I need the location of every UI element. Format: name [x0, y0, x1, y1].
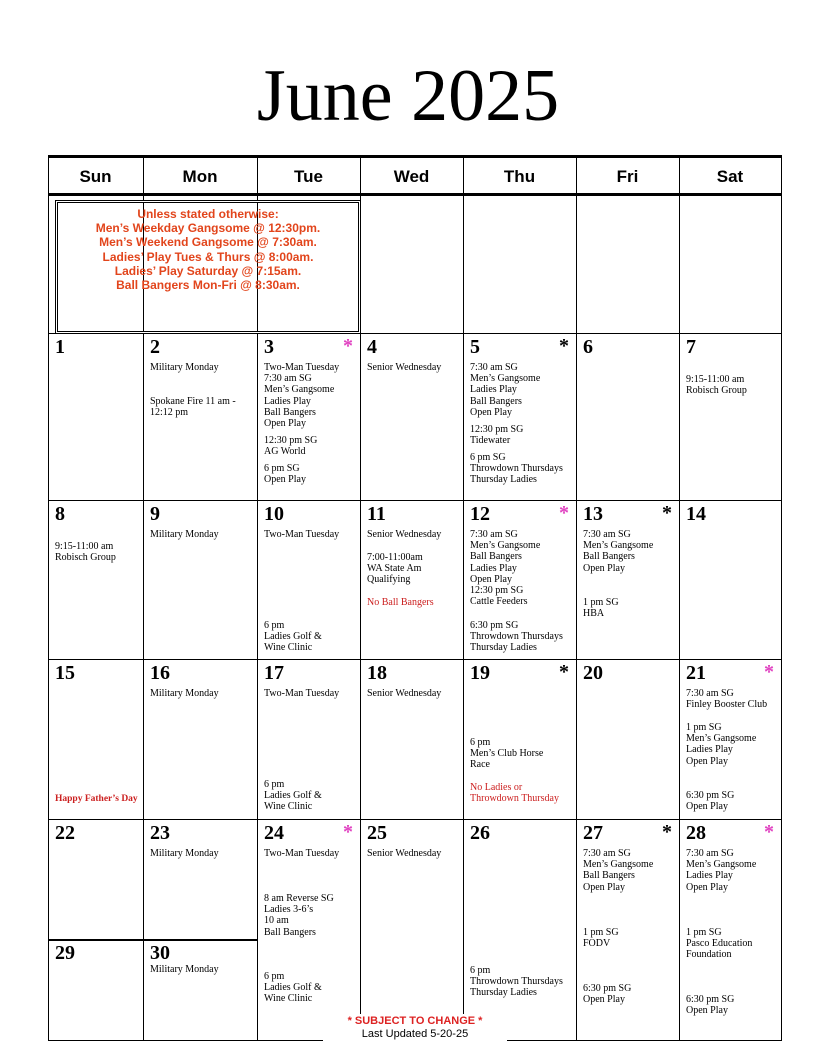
day-cell-21[interactable] [679, 659, 781, 819]
day-cell-22[interactable] [48, 819, 143, 939]
event-text: 1 pm SG Men’s Gangsome Ladies Play Open Play [686, 722, 757, 767]
day-cell-11[interactable] [360, 500, 463, 659]
day-number: 20 [583, 662, 603, 684]
day-number: 12 [470, 503, 490, 525]
note-line: Men’s Weekday Gangsome @ 12:30pm. [95, 221, 321, 236]
asterisk-marker: * [343, 821, 353, 843]
weekday-sun: Sun [79, 166, 112, 186]
default-times-box [57, 202, 359, 332]
day-number: 17 [264, 662, 284, 684]
day-cell-9[interactable] [143, 500, 257, 659]
day-cell-1[interactable] [48, 333, 143, 500]
event-text: 6 pm Ladies Golf & Wine Clinic [264, 620, 322, 654]
event-text: Spokane Fire 11 am - 12:12 pm [150, 396, 236, 419]
event-text: 6 pm Ladies Golf & Wine Clinic [264, 779, 322, 813]
day-cell-27[interactable] [576, 819, 679, 1040]
event-text: 1 pm SG Pasco Education Foundation [686, 927, 753, 961]
last-updated-text: Last Updated 5-20-25 [361, 1028, 469, 1040]
event-text: 7:30 am SG Men’s Gangsome Ladies Play Open Play [686, 848, 757, 893]
event-text: 6:30 pm SG Throwdown Thursdays Thursday Ladies [470, 620, 563, 654]
day-cell-5[interactable] [463, 333, 576, 500]
event-text: Senior Wednesday [367, 688, 442, 699]
event-text: 8 am Reverse SG Ladies 3-6’s 10 am Ball Bangers [264, 893, 334, 938]
event-text: 9:15-11:00 am Robisch Group [55, 541, 116, 564]
day-number: 18 [367, 662, 387, 684]
note-line: Ball Bangers Mon-Fri @ 8:30am. [116, 278, 300, 293]
asterisk-marker: * [764, 821, 774, 843]
event-text: Two-Man Tuesday [264, 529, 340, 540]
day-number: 2 [150, 336, 160, 358]
day-cell-2[interactable] [143, 333, 257, 500]
day-number: 6 [583, 336, 593, 358]
event-text: Military Monday [150, 362, 219, 373]
day-cell-14[interactable] [679, 500, 781, 659]
event-text: 6 pm SG Open Play [264, 463, 306, 486]
day-cell-30[interactable] [143, 939, 257, 1040]
asterisk-marker: * [559, 661, 569, 683]
event-text: Two-Man Tuesday [264, 848, 340, 859]
event-text: 7:30 am SG Men’s Gangsome Ball Bangers Open Play [583, 848, 654, 893]
day-number: 5 [470, 336, 480, 358]
day-cell-28[interactable] [679, 819, 781, 1040]
day-cell-7[interactable] [679, 333, 781, 500]
day-number: 11 [367, 503, 386, 525]
asterisk-marker: * [559, 335, 569, 357]
day-cell-18[interactable] [360, 659, 463, 819]
event-text: Military Monday [150, 964, 219, 975]
day-number: 1 [55, 336, 65, 358]
day-number: 14 [686, 503, 706, 525]
event-text: 6:30 pm SG Open Play [686, 790, 735, 813]
calendar-grid [48, 155, 782, 1041]
day-number: 23 [150, 822, 170, 844]
note-line: Men’s Weekend Gangsome @ 7:30am. [99, 235, 317, 250]
event-text: Military Monday [150, 529, 219, 540]
note-line: Ladies’ Play Saturday @ 7:15am. [114, 263, 302, 278]
day-cell-26[interactable] [463, 819, 576, 1040]
asterisk-marker: * [662, 821, 672, 843]
event-text: 7:30 am SG Finley Booster Club [686, 688, 768, 711]
day-number: 22 [55, 822, 75, 844]
weekday-fri: Fri [616, 166, 639, 186]
day-cell-29[interactable] [48, 939, 143, 1040]
event-text: 7:30 am SG Men’s Gangsome Ladies Play Ball Bangers Open Play [470, 362, 541, 418]
note-line: Unless stated otherwise: [137, 207, 279, 221]
day-number: 16 [150, 662, 170, 684]
day-number: 19 [470, 662, 490, 684]
event-text: 1 pm SG HBA [583, 597, 619, 620]
event-text: Senior Wednesday [367, 529, 442, 540]
day-cell-4[interactable] [360, 333, 463, 500]
event-text: 7:00-11:00am WA State Am Qualifying [367, 552, 423, 586]
day-cell-17[interactable] [257, 659, 360, 819]
event-text: Military Monday [150, 848, 219, 859]
day-cell-12[interactable] [463, 500, 576, 659]
day-number: 25 [367, 822, 387, 844]
asterisk-marker: * [559, 502, 569, 524]
col-divider [781, 155, 782, 1041]
weekday-thu: Thu [503, 166, 536, 186]
event-text: 6:30 pm SG Open Play [583, 983, 632, 1006]
day-number: 10 [264, 503, 284, 525]
event-text: 6 pm Ladies Golf & Wine Clinic [264, 971, 322, 1005]
weekday-tue: Tue [294, 166, 323, 186]
day-number: 29 [55, 942, 75, 964]
day-number: 7 [686, 336, 696, 358]
day-number: 3 [264, 336, 274, 358]
day-cell-20[interactable] [576, 659, 679, 819]
day-cell-23[interactable] [143, 819, 257, 939]
event-text: 7:30 am SG Men’s Gangsome Ball Bangers Ladies Play Open Play 12:30 pm SG Cattle Feeders [470, 529, 541, 608]
weekday-mon: Mon [182, 166, 218, 186]
day-cell-6[interactable] [576, 333, 679, 500]
asterisk-marker: * [343, 335, 353, 357]
day-number: 15 [55, 662, 75, 684]
event-text: 6 pm SG Throwdown Thursdays Thursday Ladies [470, 452, 563, 486]
event-text-red: Happy Father’s Day [55, 794, 138, 804]
event-text: 6:30 pm SG Open Play [686, 994, 735, 1017]
day-number: 30 [150, 942, 170, 964]
day-number: 21 [686, 662, 706, 684]
event-text-red: No Ladies or Throwdown Thursday [470, 782, 559, 805]
weekday-wed: Wed [393, 166, 430, 186]
asterisk-marker: * [764, 661, 774, 683]
footer-notice [323, 1014, 507, 1044]
day-number: 26 [470, 822, 490, 844]
event-text: 6 pm Throwdown Thursdays Thursday Ladies [470, 965, 563, 999]
event-text: 7:30 am SG Men’s Gangsome Ball Bangers Open Play [583, 529, 654, 574]
day-cell-16[interactable] [143, 659, 257, 819]
event-text: 9:15-11:00 am Robisch Group [686, 374, 747, 397]
day-cell-3[interactable] [257, 333, 360, 500]
day-number: 28 [686, 822, 706, 844]
day-cell-10[interactable] [257, 500, 360, 659]
event-text: 6 pm Men’s Club Horse Race [470, 737, 544, 771]
day-number: 4 [367, 336, 377, 358]
asterisk-marker: * [662, 502, 672, 524]
day-number: 27 [583, 822, 603, 844]
note-line: Ladies’ Play Tues & Thurs @ 8:00am. [102, 249, 314, 264]
day-cell-19[interactable] [463, 659, 576, 819]
event-text: Military Monday [150, 688, 219, 699]
day-cell-13[interactable] [576, 500, 679, 659]
day-number: 13 [583, 503, 603, 525]
subject-to-change-notice: * SUBJECT TO CHANGE * [347, 1015, 483, 1027]
calendar-title: June 2025 [256, 55, 560, 137]
event-text: 12:30 pm SG AG World [264, 435, 318, 458]
day-cell-25[interactable] [360, 819, 463, 1040]
weekday-sat: Sat [716, 166, 744, 186]
day-number: 8 [55, 503, 65, 525]
event-text: 12:30 pm SG Tidewater [470, 424, 524, 447]
day-number: 24 [264, 822, 284, 844]
event-text: Senior Wednesday [367, 362, 442, 373]
day-number: 9 [150, 503, 160, 525]
event-text: Two-Man Tuesday [264, 688, 340, 699]
event-text: 1 pm SG FODV [583, 927, 619, 950]
event-text: Senior Wednesday [367, 848, 442, 859]
event-text-red: No Ball Bangers [367, 597, 434, 608]
day-cell-24[interactable] [257, 819, 360, 1040]
day-cell-8[interactable] [48, 500, 143, 659]
day-cell-15[interactable] [48, 659, 143, 819]
event-text: Two-Man Tuesday 7:30 am SG Men’s Gangsome Ladies Play Ball Bangers Open Play [264, 362, 340, 430]
